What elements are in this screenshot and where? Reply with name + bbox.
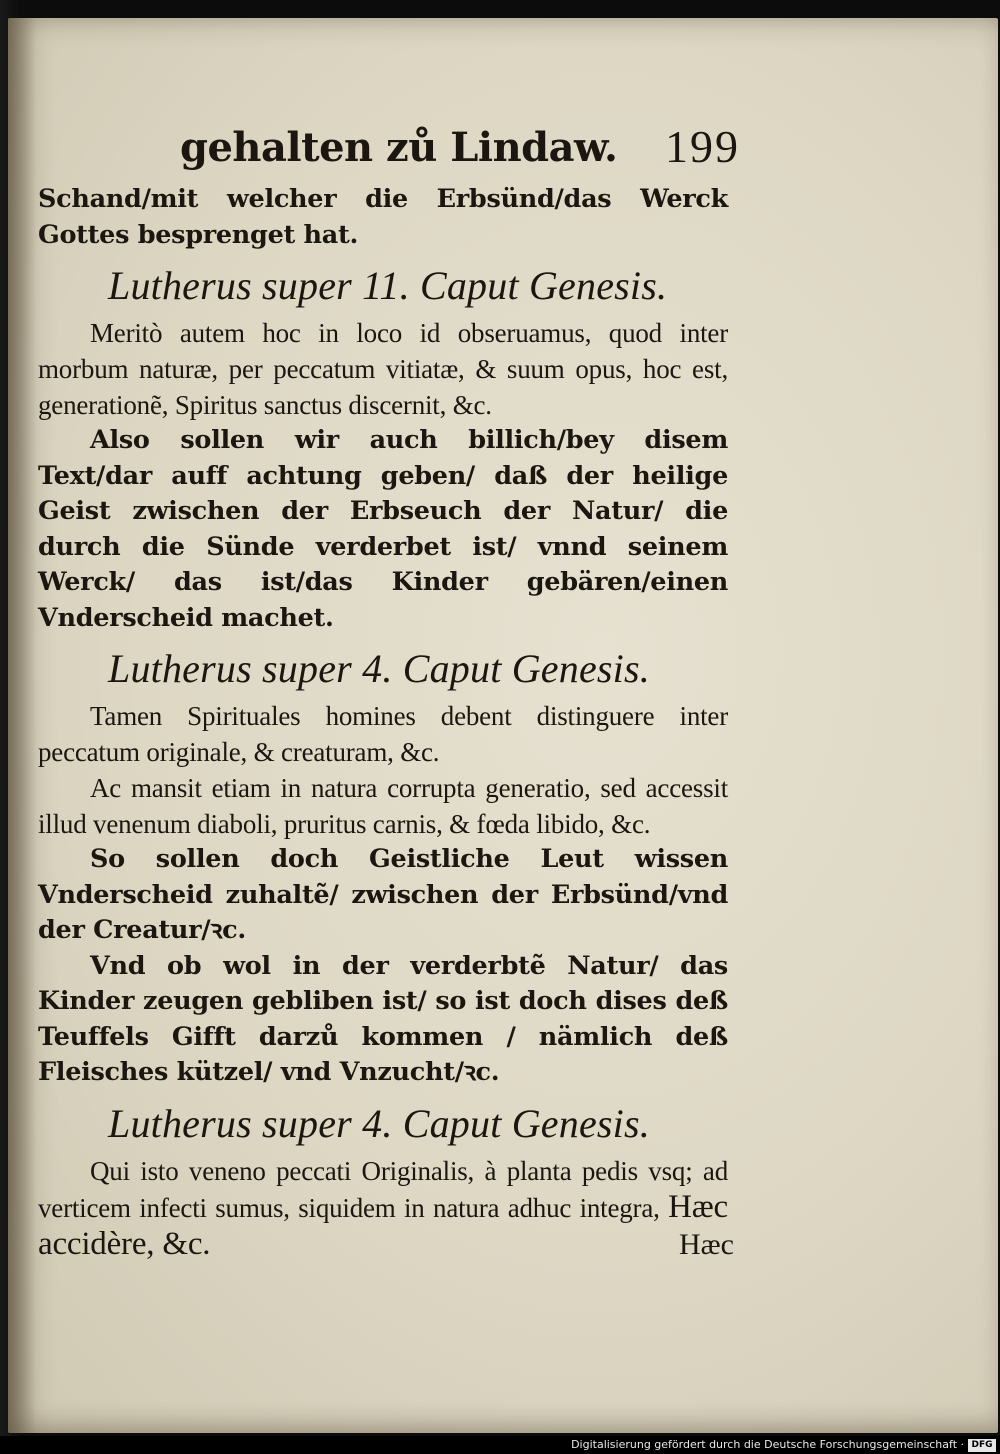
- paragraph-latin-2: Tamen Spirituales homines debent distinguere inter peccatum originale, & creaturam, &c.: [38, 701, 728, 767]
- book-page: [8, 18, 998, 1433]
- paragraph-german-3: So sollen doch Geistliche Leut wissen Vnderscheid zuhaltẽ/ zwischen der Erbsünd/vnd der Creatur/ꝛc.: [38, 844, 728, 945]
- dfg-logo: DFG: [968, 1439, 996, 1452]
- running-head: [38, 110, 740, 182]
- running-title: gehalten zů Lindaw.: [180, 124, 618, 171]
- paragraph-latin-3: Ac mansit etiam in natura corrupta generatio, sed accessit illud venenum diaboli, pruritus carnis, & fœda libido, &c.: [38, 773, 728, 839]
- paragraph-german-1: Schand/mit welcher die Erbsünd/das Werck Gottes besprenget hat.: [38, 184, 728, 250]
- footer-bar: [0, 1436, 1000, 1454]
- section-heading-1: Lutherus super 11. Caput Genesis.: [108, 263, 668, 308]
- paragraph-german-4: Vnd ob wol in der verderbtẽ Natur/ das Kinder zeugen gebliben ist/ so ist doch dises deß Teuffels Gifft darzů kommen / nämlich deß Fleisches kützel/ vnd Vnzucht/ꝛc.: [38, 950, 728, 1087]
- page-gutter-shadow: [8, 18, 36, 1433]
- page-number: 199: [665, 121, 740, 172]
- paragraph-latin-4-main: Qui isto veneno peccati Originalis, à planta pedis vsq; ad verticem infecti sumus, siquidem in natura adhuc integra,: [38, 1155, 728, 1223]
- catchword: Hæc: [679, 1228, 734, 1261]
- section-heading-3: Lutherus super 4. Caput Genesis.: [108, 1100, 650, 1146]
- paragraph-latin-4: [38, 1153, 728, 1263]
- paragraph-latin-4-tail: Hæc accidère, &c.: [38, 1188, 728, 1262]
- paragraph-german-2: Also sollen wir auch billich/bey disem Text/dar auff achtung geben/ daß der heilige Geist zwischen der Erbseuch der Natur/ die durch die Sünde verderbet ist/ vnnd seinem Werck/ das ist/das Kinder gebären/einen Vnderscheid machet.: [38, 425, 728, 633]
- section-heading-2: Lutherus super 4. Caput Genesis.: [108, 646, 650, 691]
- text-block: [38, 110, 740, 1263]
- paragraph-latin-1: Meritò autem hoc in loco id obseruamus, quod inter morbum naturæ, per peccatum vitiatæ, & suum opus, hoc est, generationẽ, Spiritus sanctus discernit, &c.: [38, 318, 728, 420]
- footer-credit: Digitalisierung gefördert durch die Deutsche Forschungsgemeinschaft ·: [571, 1438, 964, 1451]
